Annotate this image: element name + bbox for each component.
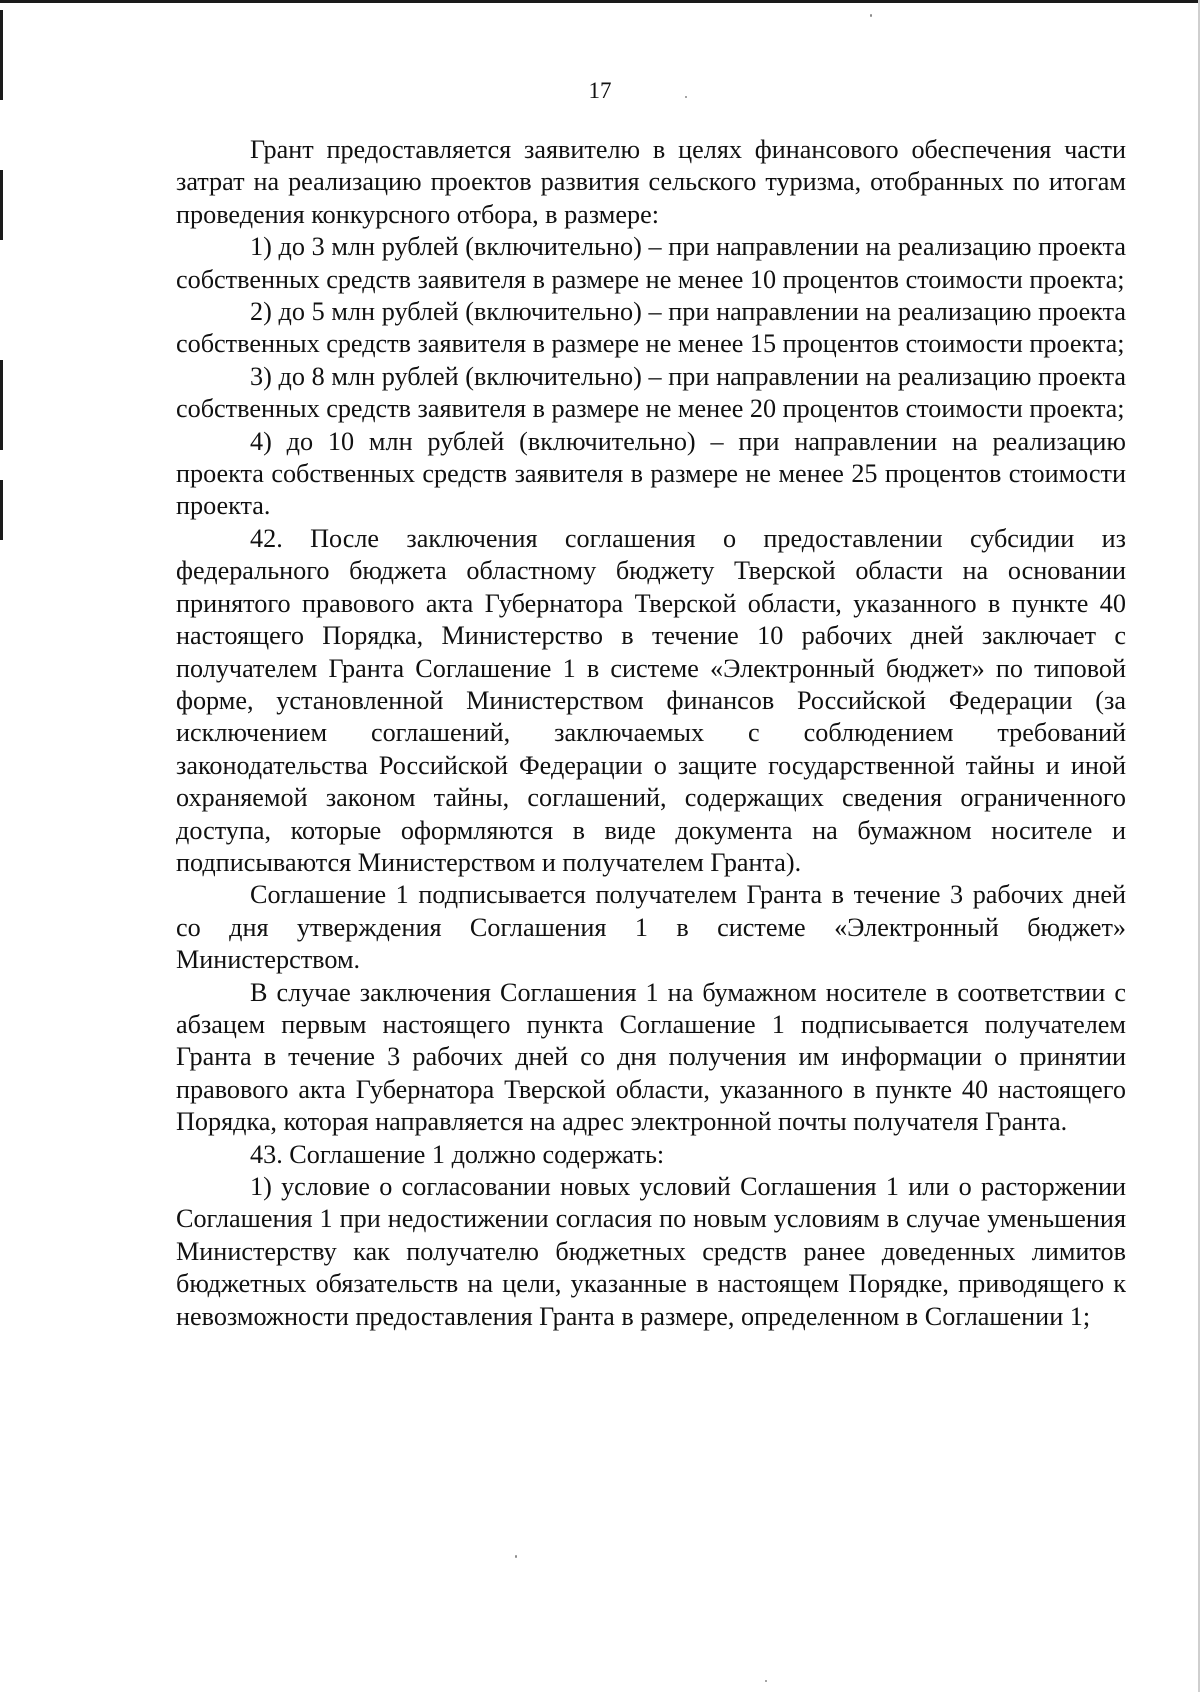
list-item-1: 1) до 3 млн рублей (включительно) – при направлении на реализацию проекта собственных средств заявителя в размере не менее 10 процентов стоимости проекта; — [176, 232, 1126, 294]
paragraph-paper-agreement: В случае заключения Соглашения 1 на бумажном носителе в соответствии с абзацем первым настоящего пункта Соглашение 1 подписывается получателем Гранта в течение 3 рабочих дней со дня получения им информации о принятии правового акта Губернатора Тверской области, указанного в пункте 40 настоящего Порядка, которая направляется на адрес электронной почты получателя Гранта. — [176, 977, 1126, 1137]
list-item-43-1: 1) условие о согласовании новых условий Соглашения 1 или о расторжении Соглашения 1 при недостижении согласия по новым условиям в случае уменьшения Министерству как получателю бюджетных средств ранее доведенных лимитов бюджетных обязательств на цели, указанные в настоящем Порядке, приводящего к невозможности предоставления Гранта в размере, определенном в Соглашении 1; — [176, 1172, 1126, 1331]
scan-edge-top — [0, 0, 1200, 3]
list-item-3: 3) до 8 млн рублей (включительно) – при направлении на реализацию проекта собственных средств заявителя в размере не менее 20 процентов стоимости проекта; — [176, 361, 1126, 424]
scan-edge-left — [0, 360, 3, 450]
paragraph-43: 43. Соглашение 1 должно содержать: — [250, 1139, 665, 1169]
document-body — [176, 134, 1126, 1333]
scan-speck — [870, 14, 872, 17]
paragraph-signing: Соглашение 1 подписывается получателем Гранта в течение 3 рабочих дней со дня утверждения Соглашения 1 в системе «Электронный бюджет» Министерством. — [176, 880, 1126, 975]
paragraph-grant-purpose: Грант предоставляется заявителю в целях финансового обеспечения части затрат на реализацию проектов развития сельского туризма, отобранных по итогам проведения конкурсного отбора, в размере: — [176, 135, 1126, 229]
scan-speck — [765, 1680, 767, 1682]
scan-speck — [515, 1555, 517, 1558]
page-number: 17 — [588, 78, 612, 103]
scan-edge-left — [0, 170, 3, 240]
paragraph-42: 42. После заключения соглашения о предоставлении субсидии из федерального бюджета областному бюджету Тверской области на основании принятого правового акта Губернатора Тверской области, указанного в пункте 40 настоящего Порядка, Министерство в течение 10 рабочих дней заключает с получателем Гранта Соглашение 1 в системе «Электронный бюджет» по типовой форме, установленной Министерством финансов Российской Федерации (за исключением соглашений, заключаемых с соблюдением требований законодательства Российской Федерации о защите государственной тайны и иной охраняемой законом тайны, соглашений, содержащих сведения ограниченного доступа, которые оформляются в виде документа на бумажном носителе и подписываются Министерством и получателем Гранта). — [176, 523, 1126, 877]
list-item-2: 2) до 5 млн рублей (включительно) – при направлении на реализацию проекта собственных средств заявителя в размере не менее 15 процентов стоимости проекта; — [176, 297, 1126, 359]
list-item-4: 4) до 10 млн рублей (включительно) – при направлении на реализацию проекта собственных средств заявителя в размере не менее 25 процентов стоимости проекта. — [176, 426, 1126, 521]
scan-edge-left — [0, 480, 3, 540]
